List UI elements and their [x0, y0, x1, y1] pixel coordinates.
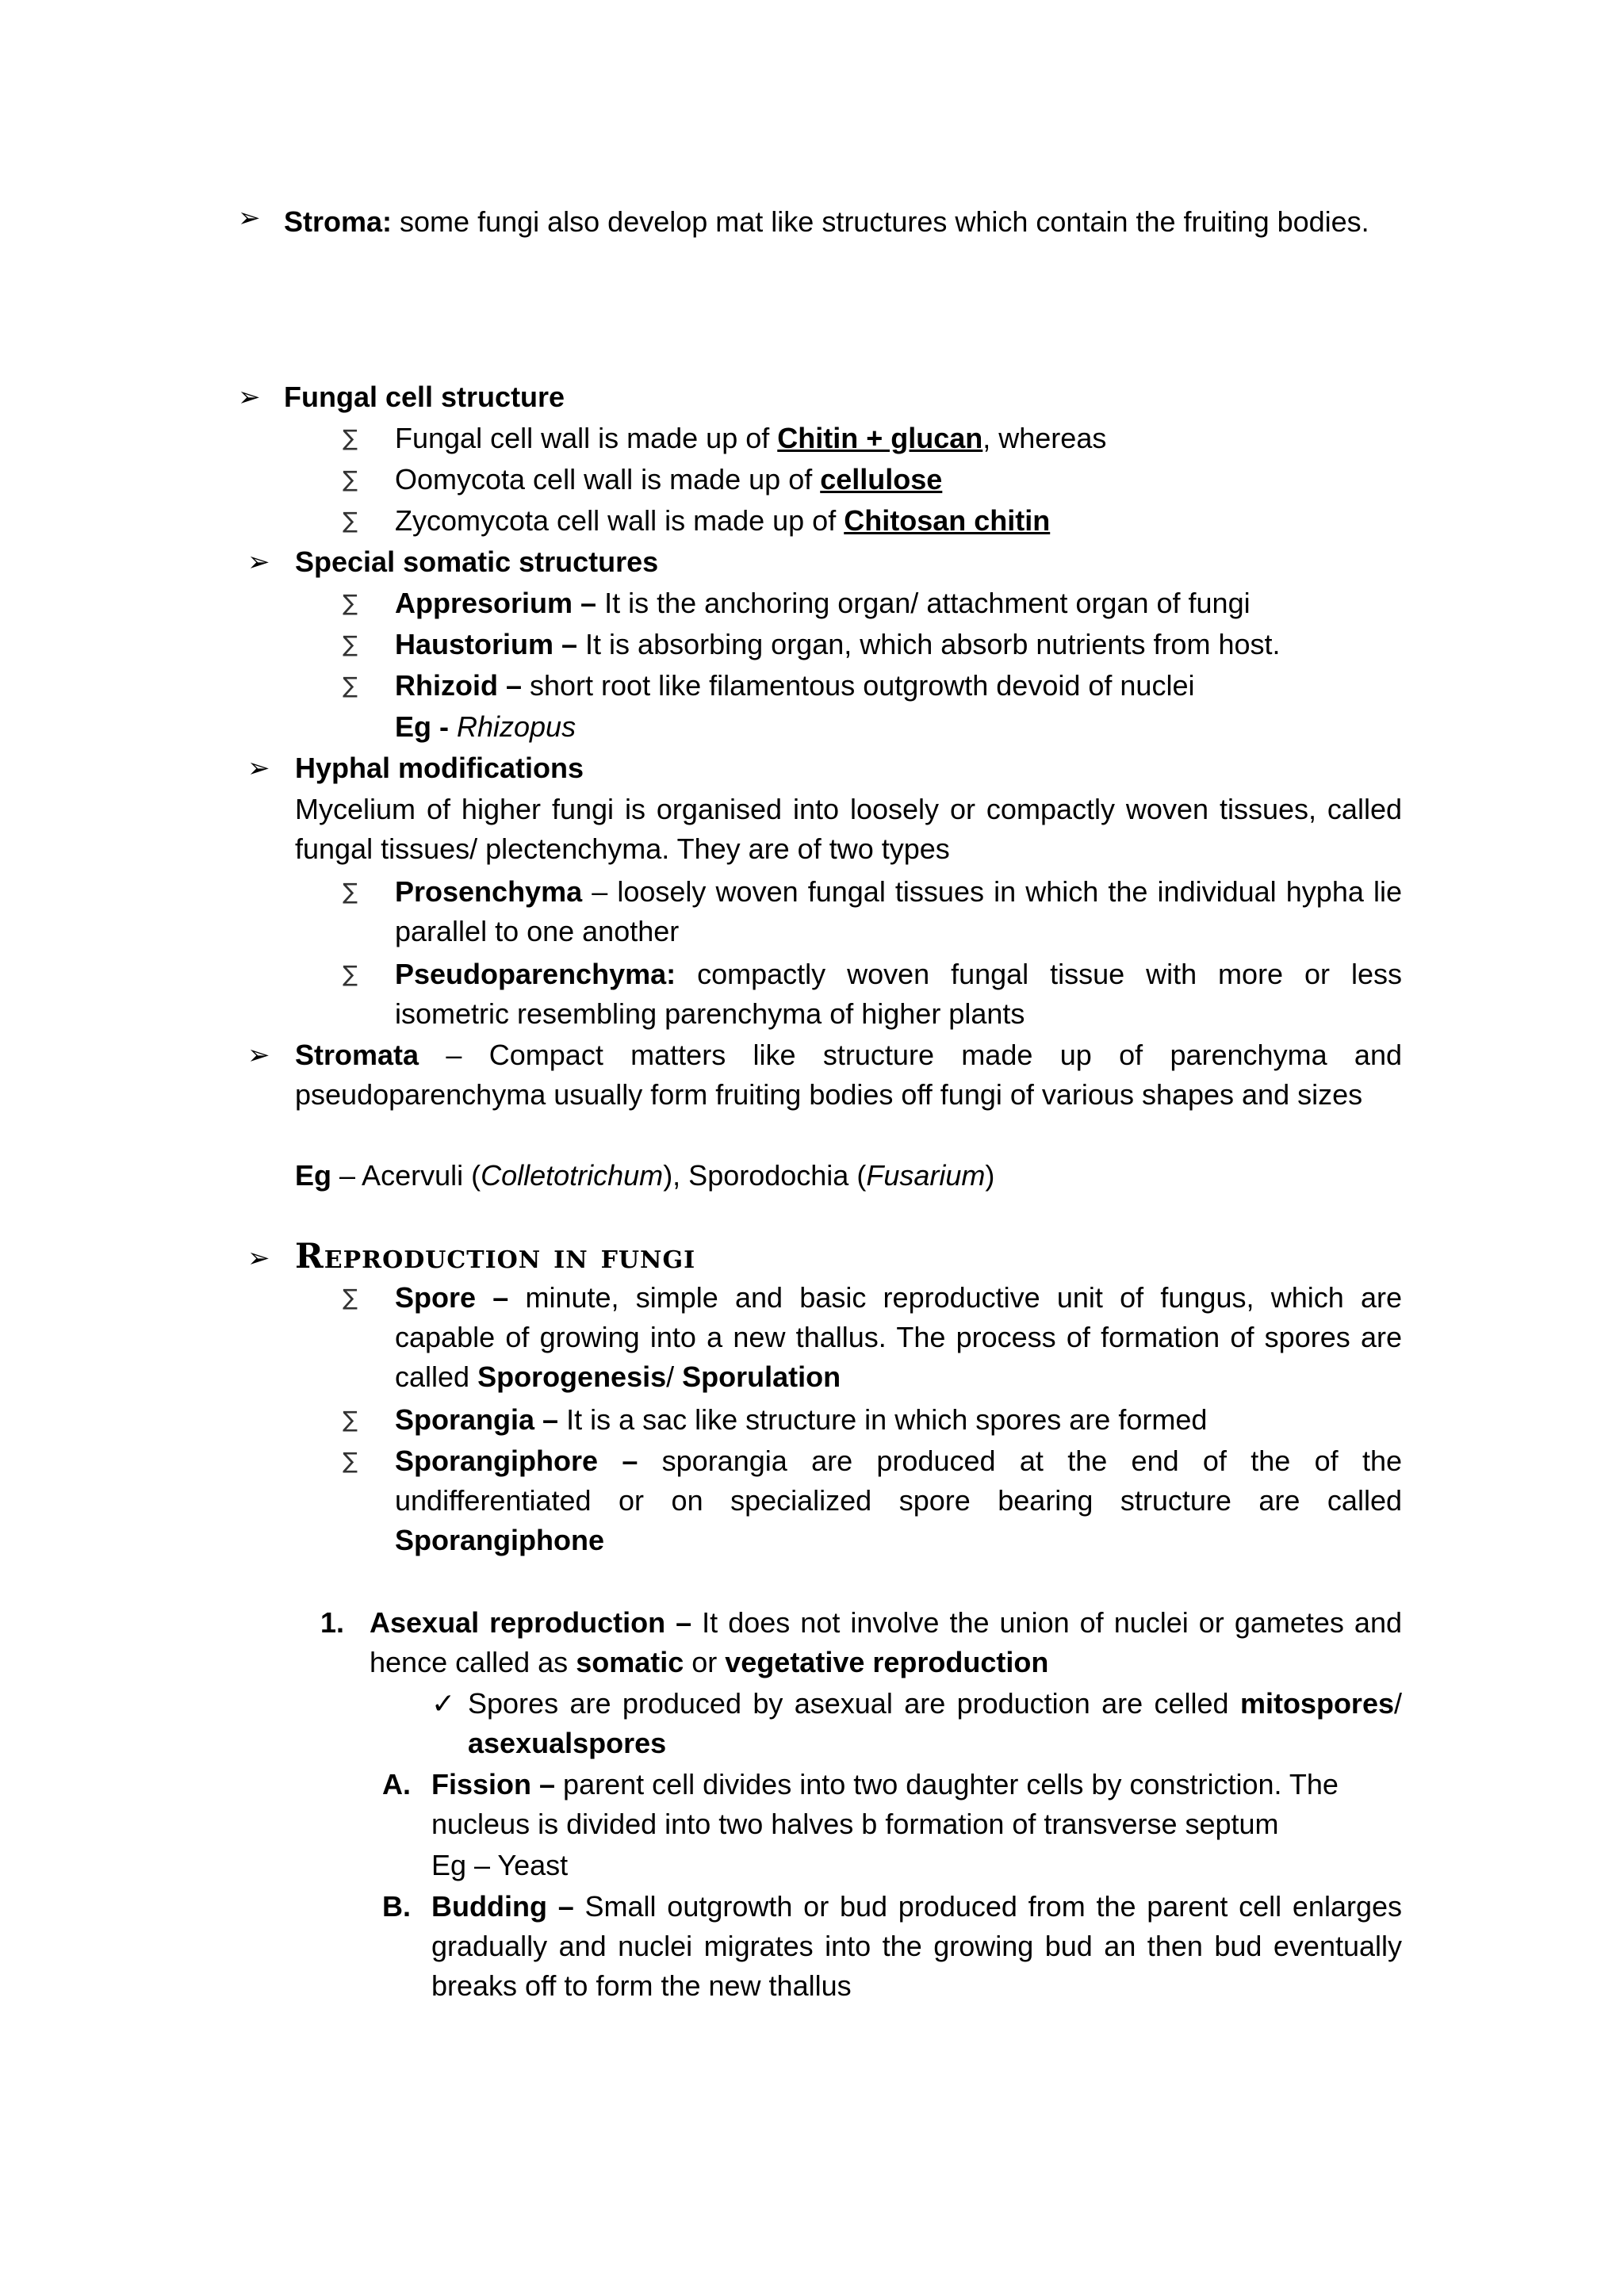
sigma-bullet-icon: ∑	[343, 1406, 358, 1433]
item-text: It is absorbing organ, which absorb nutrients from host.	[577, 628, 1281, 660]
asexual-text: or	[684, 1646, 726, 1678]
hyphal-item	[395, 872, 1402, 951]
item-term: Haustorium –	[395, 628, 578, 660]
stromata-paragraph	[295, 1035, 1402, 1115]
eg-value: Rhizopus	[457, 710, 576, 743]
item-key: Chitin + glucan	[777, 422, 983, 454]
sigma-bullet-icon: ∑	[343, 1284, 358, 1311]
asexual-paragraph	[370, 1603, 1402, 1682]
item-text: Spores are produced by asexual are production are celled	[468, 1687, 1240, 1720]
item-term: Fission –	[431, 1768, 556, 1800]
fungal-cell-item	[395, 460, 942, 499]
item-text: – loosely woven fungal tissues in which the individual hypha lie parallel to one another	[395, 875, 1402, 947]
eg-genus: Colletotrichum	[481, 1159, 664, 1192]
stroma-paragraph	[284, 198, 1418, 246]
item-term: Appresorium –	[395, 587, 597, 619]
item-term: Spore –	[395, 1281, 509, 1314]
sigma-bullet-icon: ∑	[343, 466, 358, 492]
sporangia-item	[395, 1400, 1207, 1440]
item-text: short root like filamentous outgrowth devoid of nuclei	[522, 669, 1195, 702]
eg-label: Eg	[295, 1159, 332, 1192]
item-key: Chitosan chitin	[844, 504, 1051, 537]
sigma-bullet-icon: ∑	[343, 1448, 358, 1474]
sigma-bullet-icon: ∑	[343, 878, 358, 905]
special-example	[395, 707, 576, 747]
eg-text: )	[985, 1159, 995, 1192]
mitospores-item	[468, 1684, 1402, 1763]
fission-item	[431, 1765, 1402, 1844]
sigma-bullet-icon: ∑	[343, 961, 358, 987]
fungal-cell-item	[395, 501, 1050, 541]
special-item	[395, 625, 1281, 664]
fungal-cell-title: Fungal cell structure	[284, 381, 565, 413]
fission-example: Eg – Yeast	[431, 1849, 569, 1881]
arrow-bullet-icon: ➢	[238, 382, 261, 412]
item-key: Sporulation	[682, 1360, 841, 1393]
item-text: parent cell divides into two daughter cells by constriction. The nucleus is divided into two halves b formation of transverse septum	[431, 1768, 1339, 1840]
eg-label: Eg -	[395, 710, 457, 743]
item-term: Pseudoparenchyma:	[395, 958, 676, 990]
item-key: mitospores	[1239, 1687, 1394, 1720]
item-term: Rhizoid –	[395, 669, 522, 702]
fungal-cell-item	[395, 419, 1106, 458]
item-text: minute, simple and basic reproductive unit of fungus, which are capable of growing into a new thallus. The process of formation of spores are called	[395, 1281, 1402, 1393]
list-number: 1.	[320, 1606, 345, 1639]
item-key: asexualspores	[468, 1727, 667, 1759]
item-text: Small outgrowth or bud produced from the parent cell enlarges gradually and nuclei migrates into the growing bud an then bud eventually breaks off to form the new thallus	[431, 1890, 1402, 2002]
stromata-text: – Compact matters like structure made up of parenchyma and pseudoparenchyma usually form fruiting bodies off fungi of various shapes and sizes	[295, 1039, 1402, 1111]
check-icon: ✓	[431, 1687, 456, 1720]
eg-genus: Fusarium	[866, 1159, 986, 1192]
asexual-key: somatic	[576, 1646, 684, 1678]
item-text: Fungal cell wall is made up of	[395, 422, 778, 454]
item-text: sporangia are produced at the end of the of the undifferentiated or on specialized spore bearing structure are called	[395, 1445, 1402, 1517]
arrow-bullet-icon: ➢	[247, 753, 270, 783]
arrow-bullet-icon: ➢	[247, 547, 270, 577]
sigma-bullet-icon: ∑	[343, 590, 358, 616]
item-key: cellulose	[820, 463, 943, 496]
hyphal-title: Hyphal modifications	[295, 752, 584, 784]
item-key: Sporangiphone	[395, 1524, 604, 1556]
budding-item	[431, 1887, 1402, 2006]
stroma-term: Stroma:	[284, 205, 393, 238]
list-letter: A.	[382, 1768, 411, 1800]
sigma-bullet-icon: ∑	[343, 672, 358, 698]
item-term: Sporangia –	[395, 1403, 559, 1436]
arrow-bullet-icon: ➢	[247, 1243, 270, 1273]
sporangiphore-item	[395, 1441, 1402, 1560]
special-title: Special somatic structures	[295, 545, 659, 578]
asexual-term: Asexual reproduction –	[370, 1606, 692, 1639]
item-term: Prosenchyma	[395, 875, 583, 908]
item-text: Oomycota cell wall is made up of	[395, 463, 821, 496]
item-text: compactly woven fungal tissue with more or less isometric resembling parenchyma of higher plants	[395, 958, 1402, 1030]
item-key: Sporogenesis	[477, 1360, 667, 1393]
asexual-text: It does not involve the union of nuclei or gametes and hence called as	[370, 1606, 1402, 1678]
item-term: Budding –	[431, 1890, 574, 1923]
item-text: It is a sac like structure in which spores are formed	[558, 1403, 1208, 1436]
list-letter: B.	[382, 1890, 411, 1923]
stromata-term: Stromata	[295, 1039, 419, 1071]
hyphal-intro: Mycelium of higher fungi is organised into loosely or compactly woven tissues, called fungal tissues/ plectenchyma. They are of two types	[295, 793, 1402, 865]
reproduction-heading: Reproduction in fungi	[295, 1237, 696, 1276]
stromata-example	[295, 1156, 994, 1196]
hyphal-item	[395, 955, 1402, 1034]
item-text: It is the anchoring organ/ attachment organ of fungi	[596, 587, 1251, 619]
asexual-key: vegetative reproduction	[725, 1646, 1049, 1678]
item-text: , whereas	[982, 422, 1107, 454]
spore-item	[395, 1278, 1402, 1397]
item-term: Sporangiphore –	[395, 1445, 638, 1477]
eg-text: – Acervuli (	[331, 1159, 481, 1192]
eg-text: ), Sporodochia (	[663, 1159, 867, 1192]
stroma-text: some fungi also develop mat like structures which contain the fruiting bodies.	[392, 205, 1369, 238]
arrow-bullet-icon: ➢	[238, 203, 261, 233]
arrow-bullet-icon: ➢	[247, 1040, 270, 1070]
item-text: /	[1393, 1687, 1402, 1720]
special-item	[395, 666, 1194, 706]
sigma-bullet-icon: ∑	[343, 631, 358, 657]
item-text: /	[666, 1360, 683, 1393]
sigma-bullet-icon: ∑	[343, 507, 358, 534]
special-item	[395, 584, 1251, 623]
item-text: Zycomycota cell wall is made up of	[395, 504, 845, 537]
sigma-bullet-icon: ∑	[343, 425, 358, 451]
